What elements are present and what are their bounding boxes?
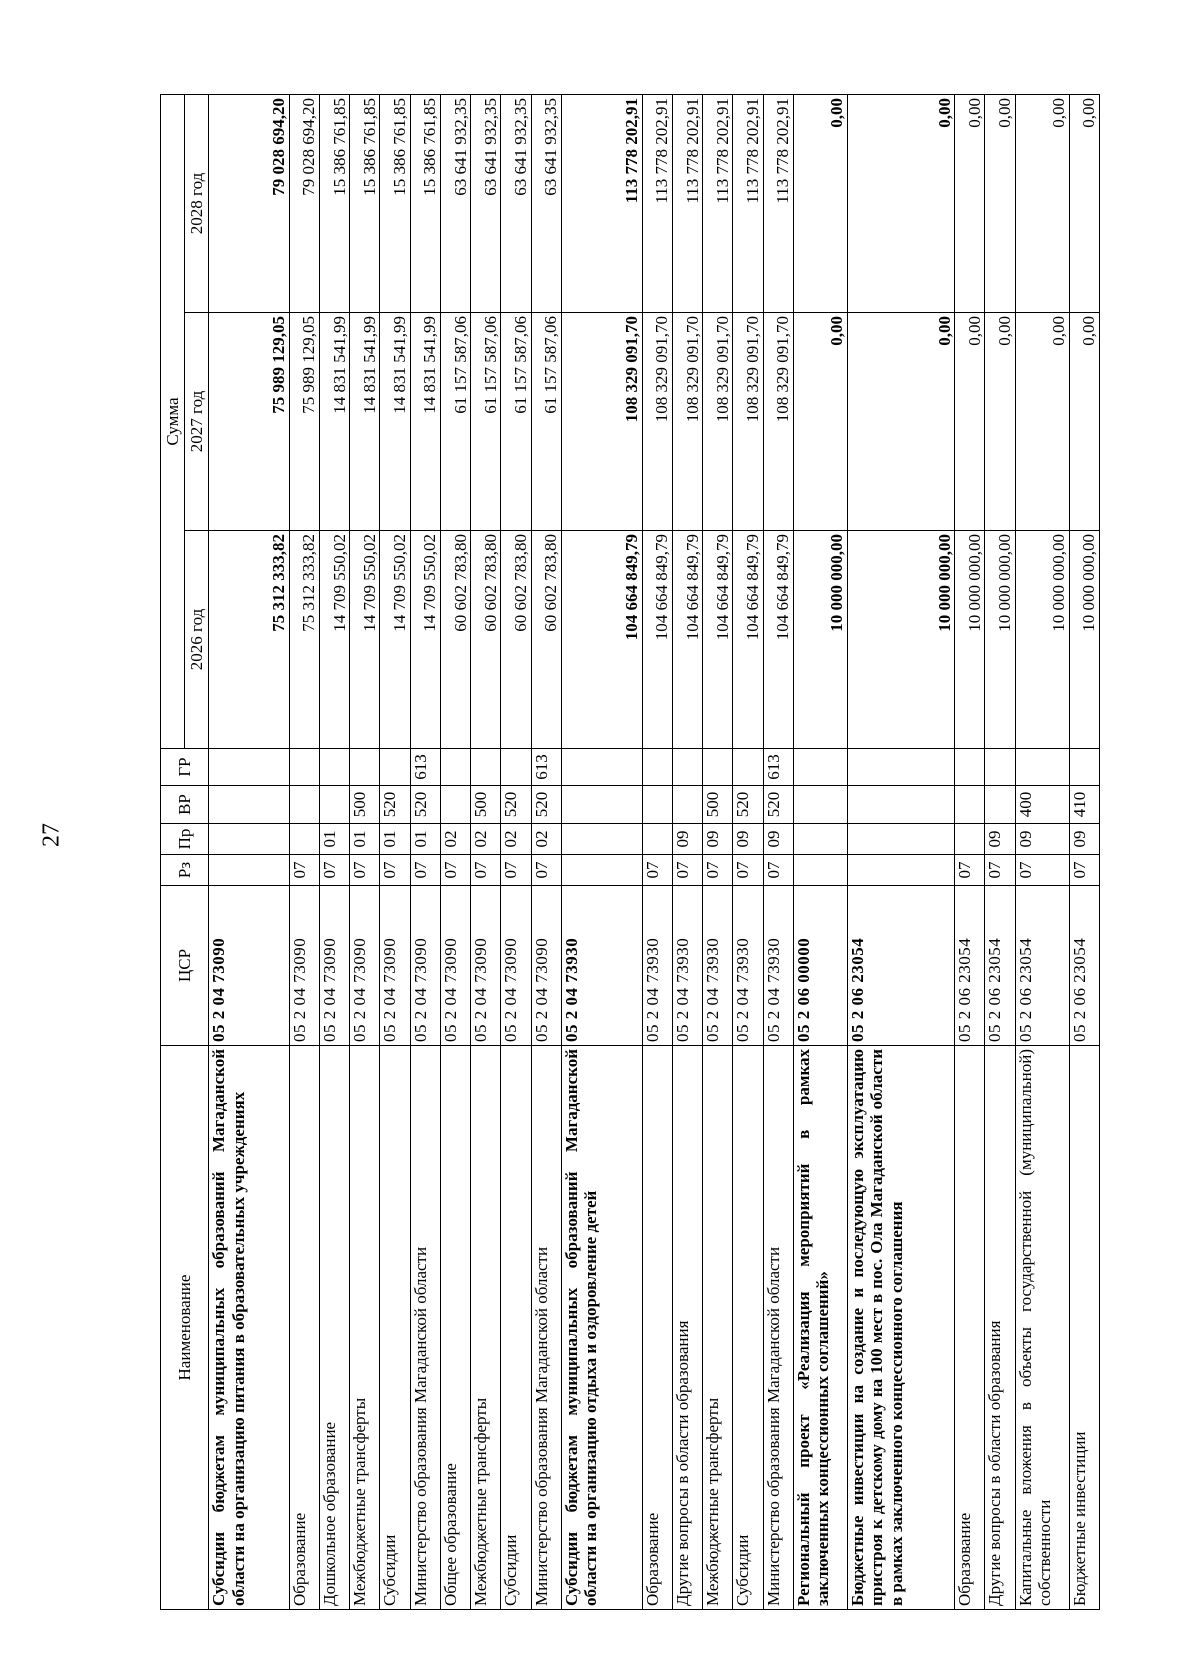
cell-pr: 01 xyxy=(380,824,410,855)
cell-csr: 05 2 04 73090 xyxy=(471,886,501,1046)
table-container xyxy=(160,95,1200,1606)
cell-vr xyxy=(955,786,985,824)
cell-rz: 07 xyxy=(1069,855,1099,886)
cell-csr: 05 2 04 73090 xyxy=(440,886,470,1046)
cell-pr: 01 xyxy=(350,824,380,855)
cell-rz: 07 xyxy=(703,855,733,886)
cell-sum-2027: 108 329 091,70 xyxy=(672,313,702,531)
cell-pr: 02 xyxy=(531,824,561,855)
header-csr: ЦСР xyxy=(161,886,209,1046)
cell-gr xyxy=(1015,749,1069,786)
header-name: Наименование xyxy=(161,1046,209,1610)
header-2028: 2028 год xyxy=(185,94,209,312)
cell-rz: 07 xyxy=(410,855,440,886)
table-body xyxy=(209,94,1100,1609)
cell-sum-2027: 108 329 091,70 xyxy=(733,313,763,531)
cell-sum-2026: 104 664 849,79 xyxy=(672,531,702,749)
cell-sum-2026: 104 664 849,79 xyxy=(561,531,642,749)
cell-csr: 05 2 06 23054 xyxy=(1015,886,1069,1046)
cell-rz: 07 xyxy=(471,855,501,886)
table-row xyxy=(319,94,349,1609)
table-row xyxy=(793,94,847,1609)
header-vr: ВР xyxy=(161,786,209,824)
cell-gr xyxy=(380,749,410,786)
header-2027: 2027 год xyxy=(185,313,209,531)
cell-csr: 05 2 06 00000 xyxy=(793,886,847,1046)
header-rz: Рз xyxy=(161,855,209,886)
cell-name: Образование xyxy=(642,1046,672,1610)
cell-name: Бюджетные инвестиции xyxy=(1069,1046,1099,1610)
cell-vr xyxy=(642,786,672,824)
table-row xyxy=(642,94,672,1609)
cell-pr: 02 xyxy=(440,824,470,855)
cell-sum-2028: 15 386 761,85 xyxy=(350,94,380,312)
cell-sum-2027: 14 831 541,99 xyxy=(410,313,440,531)
cell-csr: 05 2 04 73090 xyxy=(209,886,290,1046)
cell-name: Региональный проект «Реализация мероприятий в рамках заключенных концессионных соглашений» xyxy=(793,1046,847,1610)
cell-csr: 05 2 04 73090 xyxy=(501,886,531,1046)
table-row xyxy=(440,94,470,1609)
cell-pr: 09 xyxy=(763,824,793,855)
cell-name: Субсидии xyxy=(501,1046,531,1610)
cell-name: Межбюджетные трансферты xyxy=(471,1046,501,1610)
cell-csr: 05 2 04 73090 xyxy=(380,886,410,1046)
cell-sum-2026: 104 664 849,79 xyxy=(733,531,763,749)
cell-gr xyxy=(289,749,319,786)
cell-name: Министерство образования Магаданской области xyxy=(531,1046,561,1610)
cell-csr: 05 2 06 23054 xyxy=(955,886,985,1046)
cell-name: Субсидии xyxy=(380,1046,410,1610)
table-row xyxy=(733,94,763,1609)
cell-sum-2028: 0,00 xyxy=(1069,94,1099,312)
table-row xyxy=(985,94,1015,1609)
cell-rz: 07 xyxy=(531,855,561,886)
cell-vr: 500 xyxy=(350,786,380,824)
cell-sum-2028: 113 778 202,91 xyxy=(733,94,763,312)
cell-vr xyxy=(209,786,290,824)
cell-sum-2027: 61 157 587,06 xyxy=(501,313,531,531)
cell-gr xyxy=(1069,749,1099,786)
cell-rz: 07 xyxy=(350,855,380,886)
cell-sum-2026: 14 709 550,02 xyxy=(319,531,349,749)
cell-pr xyxy=(793,824,847,855)
cell-sum-2028: 79 028 694,20 xyxy=(209,94,290,312)
header-sum: Сумма xyxy=(161,94,185,748)
cell-sum-2026: 10 000 000,00 xyxy=(1015,531,1069,749)
cell-pr: 09 xyxy=(703,824,733,855)
cell-sum-2026: 60 602 783,80 xyxy=(471,531,501,749)
cell-sum-2027: 0,00 xyxy=(1069,313,1099,531)
cell-sum-2028: 113 778 202,91 xyxy=(672,94,702,312)
cell-rz: 07 xyxy=(985,855,1015,886)
cell-vr: 520 xyxy=(763,786,793,824)
cell-sum-2026: 10 000 000,00 xyxy=(847,531,955,749)
cell-rz xyxy=(209,855,290,886)
cell-sum-2027: 108 329 091,70 xyxy=(703,313,733,531)
cell-gr xyxy=(350,749,380,786)
cell-sum-2027: 0,00 xyxy=(847,313,955,531)
cell-sum-2026: 104 664 849,79 xyxy=(642,531,672,749)
cell-gr xyxy=(703,749,733,786)
cell-gr: 613 xyxy=(531,749,561,786)
cell-csr: 05 2 06 23054 xyxy=(847,886,955,1046)
cell-csr: 05 2 06 23054 xyxy=(985,886,1015,1046)
cell-vr xyxy=(561,786,642,824)
cell-pr: 01 xyxy=(410,824,440,855)
cell-sum-2026: 14 709 550,02 xyxy=(350,531,380,749)
cell-sum-2028: 15 386 761,85 xyxy=(319,94,349,312)
cell-rz xyxy=(793,855,847,886)
cell-pr: 09 xyxy=(672,824,702,855)
cell-gr xyxy=(642,749,672,786)
cell-sum-2026: 75 312 333,82 xyxy=(209,531,290,749)
cell-sum-2028: 113 778 202,91 xyxy=(763,94,793,312)
cell-gr xyxy=(209,749,290,786)
cell-vr xyxy=(985,786,1015,824)
header-gr: ГР xyxy=(161,749,209,786)
cell-sum-2027: 14 831 541,99 xyxy=(319,313,349,531)
cell-rz: 07 xyxy=(672,855,702,886)
cell-name: Образование xyxy=(289,1046,319,1610)
table-row xyxy=(350,94,380,1609)
cell-sum-2028: 63 641 932,35 xyxy=(501,94,531,312)
cell-pr: 09 xyxy=(1069,824,1099,855)
table-row xyxy=(380,94,410,1609)
table-row xyxy=(561,94,642,1609)
cell-name: Капитальные вложения в объекты государственной (муниципальной) собственности xyxy=(1015,1046,1069,1610)
cell-sum-2026: 10 000 000,00 xyxy=(1069,531,1099,749)
table-row xyxy=(1069,94,1099,1609)
table-row xyxy=(763,94,793,1609)
cell-vr: 400 xyxy=(1015,786,1069,824)
cell-sum-2028: 79 028 694,20 xyxy=(289,94,319,312)
cell-gr xyxy=(793,749,847,786)
cell-sum-2028: 15 386 761,85 xyxy=(410,94,440,312)
cell-gr xyxy=(672,749,702,786)
cell-rz xyxy=(847,855,955,886)
cell-pr: 01 xyxy=(319,824,349,855)
table-row xyxy=(955,94,985,1609)
cell-name: Бюджетные инвестиции на создание и последующую эксплуатацию пристроя к детскому дому на 100 мест в пос. Ола Магаданской области в рамках заключенного концессионного соглашения xyxy=(847,1046,955,1610)
cell-vr: 500 xyxy=(471,786,501,824)
cell-sum-2026: 10 000 000,00 xyxy=(955,531,985,749)
cell-pr: 02 xyxy=(471,824,501,855)
table-row xyxy=(471,94,501,1609)
table-row xyxy=(410,94,440,1609)
header-2026: 2026 год xyxy=(185,531,209,749)
cell-sum-2026: 75 312 333,82 xyxy=(289,531,319,749)
cell-vr: 410 xyxy=(1069,786,1099,824)
cell-name: Министерство образования Магаданской области xyxy=(410,1046,440,1610)
cell-gr xyxy=(847,749,955,786)
cell-sum-2027: 14 831 541,99 xyxy=(350,313,380,531)
header-pr: Пр xyxy=(161,824,209,855)
cell-vr: 520 xyxy=(380,786,410,824)
cell-sum-2026: 104 664 849,79 xyxy=(703,531,733,749)
cell-sum-2028: 0,00 xyxy=(793,94,847,312)
cell-sum-2028: 113 778 202,91 xyxy=(703,94,733,312)
table-row xyxy=(847,94,955,1609)
cell-rz: 07 xyxy=(501,855,531,886)
cell-sum-2028: 0,00 xyxy=(985,94,1015,312)
cell-name: Субсидии бюджетам муниципальных образований Магаданской области на организацию отдыха и оздоровление детей xyxy=(561,1046,642,1610)
cell-rz xyxy=(561,855,642,886)
cell-vr xyxy=(672,786,702,824)
cell-sum-2027: 14 831 541,99 xyxy=(380,313,410,531)
cell-gr: 613 xyxy=(763,749,793,786)
cell-pr: 09 xyxy=(1015,824,1069,855)
cell-sum-2027: 0,00 xyxy=(793,313,847,531)
cell-csr: 05 2 06 23054 xyxy=(1069,886,1099,1046)
cell-vr: 520 xyxy=(410,786,440,824)
cell-sum-2026: 14 709 550,02 xyxy=(380,531,410,749)
cell-rz: 07 xyxy=(733,855,763,886)
cell-name: Другие вопросы в области образования xyxy=(985,1046,1015,1610)
cell-sum-2027: 108 329 091,70 xyxy=(561,313,642,531)
cell-gr xyxy=(501,749,531,786)
cell-gr xyxy=(733,749,763,786)
cell-sum-2028: 0,00 xyxy=(1015,94,1069,312)
cell-vr: 520 xyxy=(733,786,763,824)
table-row xyxy=(209,94,290,1609)
cell-vr: 500 xyxy=(703,786,733,824)
cell-csr: 05 2 04 73930 xyxy=(733,886,763,1046)
table-row xyxy=(501,94,531,1609)
table-row xyxy=(531,94,561,1609)
cell-csr: 05 2 04 73930 xyxy=(561,886,642,1046)
cell-vr xyxy=(793,786,847,824)
cell-pr xyxy=(209,824,290,855)
cell-pr: 09 xyxy=(733,824,763,855)
cell-sum-2027: 108 329 091,70 xyxy=(763,313,793,531)
table-row xyxy=(289,94,319,1609)
cell-sum-2026: 104 664 849,79 xyxy=(763,531,793,749)
cell-pr xyxy=(955,824,985,855)
cell-csr: 05 2 04 73930 xyxy=(642,886,672,1046)
cell-name: Межбюджетные трансферты xyxy=(703,1046,733,1610)
cell-name: Другие вопросы в области образования xyxy=(672,1046,702,1610)
cell-rz: 07 xyxy=(289,855,319,886)
cell-sum-2027: 0,00 xyxy=(985,313,1015,531)
cell-sum-2028: 63 641 932,35 xyxy=(531,94,561,312)
page-number: 27 xyxy=(38,823,65,847)
cell-sum-2027: 61 157 587,06 xyxy=(471,313,501,531)
cell-name: Образование xyxy=(955,1046,985,1610)
cell-sum-2027: 75 989 129,05 xyxy=(289,313,319,531)
cell-vr xyxy=(440,786,470,824)
cell-gr xyxy=(471,749,501,786)
cell-gr: 613 xyxy=(410,749,440,786)
cell-vr xyxy=(319,786,349,824)
cell-sum-2026: 10 000 000,00 xyxy=(793,531,847,749)
cell-rz: 07 xyxy=(440,855,470,886)
cell-csr: 05 2 04 73930 xyxy=(763,886,793,1046)
cell-pr xyxy=(289,824,319,855)
cell-pr xyxy=(642,824,672,855)
cell-sum-2028: 0,00 xyxy=(955,94,985,312)
cell-sum-2027: 61 157 587,06 xyxy=(440,313,470,531)
cell-csr: 05 2 04 73090 xyxy=(410,886,440,1046)
table-row xyxy=(672,94,702,1609)
cell-vr xyxy=(289,786,319,824)
cell-pr: 09 xyxy=(985,824,1015,855)
cell-sum-2028: 113 778 202,91 xyxy=(561,94,642,312)
cell-sum-2027: 0,00 xyxy=(955,313,985,531)
cell-rz: 07 xyxy=(763,855,793,886)
cell-sum-2027: 108 329 091,70 xyxy=(642,313,672,531)
cell-vr: 520 xyxy=(501,786,531,824)
cell-sum-2028: 113 778 202,91 xyxy=(642,94,672,312)
cell-csr: 05 2 04 73090 xyxy=(289,886,319,1046)
cell-rz: 07 xyxy=(642,855,672,886)
cell-rz: 07 xyxy=(1015,855,1069,886)
cell-pr xyxy=(561,824,642,855)
cell-csr: 05 2 04 73090 xyxy=(350,886,380,1046)
cell-name: Межбюджетные трансферты xyxy=(350,1046,380,1610)
cell-name: Субсидии бюджетам муниципальных образований Магаданской области на организацию питания в образовательных учреждениях xyxy=(209,1046,290,1610)
cell-sum-2026: 14 709 550,02 xyxy=(410,531,440,749)
cell-sum-2028: 63 641 932,35 xyxy=(440,94,470,312)
cell-csr: 05 2 04 73090 xyxy=(531,886,561,1046)
cell-rz: 07 xyxy=(319,855,349,886)
cell-name: Общее образование xyxy=(440,1046,470,1610)
cell-name: Дошкольное образование xyxy=(319,1046,349,1610)
cell-rz: 07 xyxy=(380,855,410,886)
cell-sum-2027: 61 157 587,06 xyxy=(531,313,561,531)
cell-sum-2027: 0,00 xyxy=(1015,313,1069,531)
cell-vr xyxy=(847,786,955,824)
cell-gr xyxy=(955,749,985,786)
cell-sum-2026: 60 602 783,80 xyxy=(531,531,561,749)
budget-table xyxy=(160,94,1100,1610)
cell-gr xyxy=(440,749,470,786)
cell-csr: 05 2 04 73930 xyxy=(672,886,702,1046)
cell-name: Министерство образования Магаданской области xyxy=(763,1046,793,1610)
cell-vr: 520 xyxy=(531,786,561,824)
cell-sum-2028: 15 386 761,85 xyxy=(380,94,410,312)
header-row-1 xyxy=(161,94,185,1609)
table-row xyxy=(703,94,733,1609)
cell-pr xyxy=(847,824,955,855)
cell-sum-2026: 60 602 783,80 xyxy=(501,531,531,749)
cell-name: Субсидии xyxy=(733,1046,763,1610)
cell-rz: 07 xyxy=(955,855,985,886)
cell-gr xyxy=(319,749,349,786)
cell-pr: 02 xyxy=(501,824,531,855)
cell-sum-2027: 75 989 129,05 xyxy=(209,313,290,531)
cell-gr xyxy=(985,749,1015,786)
table-row xyxy=(1015,94,1069,1609)
cell-sum-2026: 10 000 000,00 xyxy=(985,531,1015,749)
cell-sum-2028: 63 641 932,35 xyxy=(471,94,501,312)
cell-sum-2028: 0,00 xyxy=(847,94,955,312)
cell-csr: 05 2 04 73090 xyxy=(319,886,349,1046)
cell-gr xyxy=(561,749,642,786)
cell-csr: 05 2 04 73930 xyxy=(703,886,733,1046)
cell-sum-2026: 60 602 783,80 xyxy=(440,531,470,749)
